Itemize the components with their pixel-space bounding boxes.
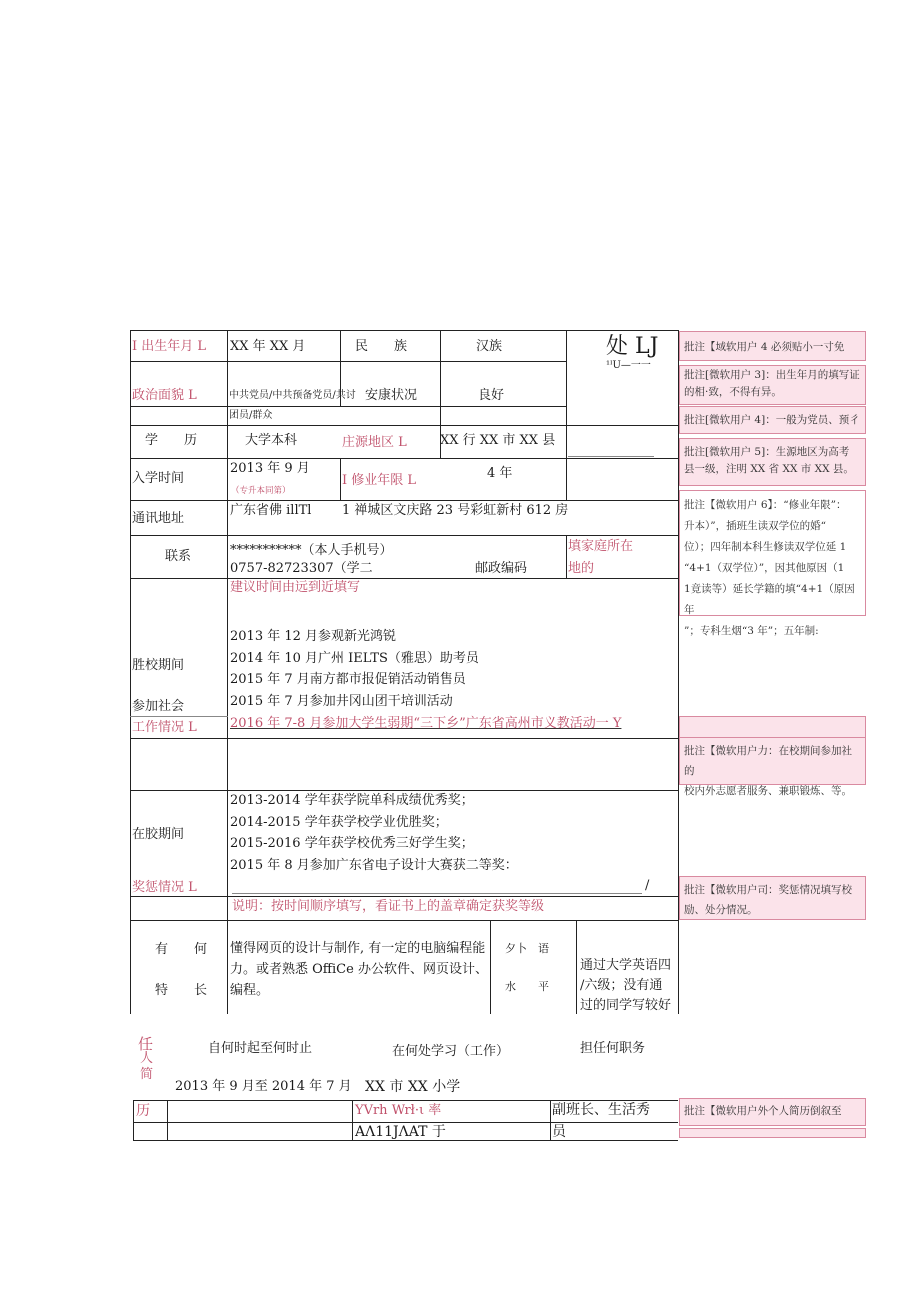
- resume-row-time: 2013 年 9 月至 2014 年 7 月: [175, 1079, 352, 1094]
- ethnicity-label: 民 族: [355, 339, 408, 354]
- enroll-value: 2013 年 9 月: [230, 461, 310, 476]
- comment-balloon[interactable]: [679, 1098, 866, 1126]
- comment-balloon-empty[interactable]: [679, 716, 866, 738]
- social-label-3: 工作情况 L: [132, 720, 197, 735]
- social-item: 2014 年 10 月广州 IELTS（雅思）助考员: [230, 651, 479, 666]
- enroll-label: 入学时间: [132, 471, 185, 486]
- lang-label-1: 夕卜 语: [505, 942, 549, 955]
- enroll-note: （专升本同第）: [231, 486, 291, 496]
- comment-balloon[interactable]: [679, 490, 866, 637]
- address-value-1: 广东省佛 illTl: [230, 503, 312, 518]
- resume-side-1: 任: [138, 1035, 154, 1053]
- politics-label: 政治面貌 L: [132, 388, 197, 403]
- resume-col-place: 在何处学习（工作）: [392, 1044, 510, 1059]
- resume-place-b2: AΛ11JΛAT 于: [355, 1124, 446, 1140]
- comment-text: 批注【域软用户 4 必须贴小一寸免: [684, 341, 845, 353]
- social-item: 2015 年 7 月南方都市报促销活动销售员: [230, 672, 466, 687]
- skills-label-2: 特 长: [155, 983, 208, 998]
- resume-row-place: XX 市 XX 小学: [365, 1079, 461, 1095]
- postal-label: 邮政编码: [475, 561, 528, 576]
- skills-text-1: 懂得网页的设计与制作, 有一定的电脑编程能: [230, 941, 486, 956]
- social-label-1: 胜校期间: [132, 658, 185, 673]
- comment-text: 校内外志愿者服务、兼职锻炼、等。: [684, 785, 852, 797]
- comment-balloon[interactable]: [679, 365, 866, 405]
- health-value: 良好: [478, 388, 505, 403]
- awards-note: 说明：按时间顺序填写，看证书上的盖章确定获奖等级: [232, 899, 545, 914]
- lang-label-2: 水 平: [505, 980, 549, 993]
- lang-text-3: 过的同学写较好: [580, 998, 672, 1013]
- comment-text: 批注[微软用户 5]：生源地区为高考: [684, 446, 850, 458]
- social-item-last-b: “三下乡”广东省高州市义教活动一 Y: [413, 716, 622, 731]
- politics-value-2: 团员/群众: [229, 410, 273, 421]
- politics-value-1: 中共党员/中共预备党员/共讨: [229, 390, 356, 401]
- comment-balloon-empty[interactable]: [679, 1128, 866, 1138]
- comment-balloon[interactable]: [679, 406, 866, 434]
- lang-text-2: /六级；没有通: [580, 978, 663, 993]
- comment-text: 升本）”，插班生读双学位的婚“: [684, 520, 826, 532]
- social-item-last-a: 2016 年 7-8 月参加大学生弱期: [230, 716, 414, 731]
- comment-text: 批注[微软用户 4]：一般为党员、预彳: [684, 414, 860, 426]
- comment-text: 批注[微软用户 3]：出生年月的填写证: [684, 369, 860, 381]
- comment-text: 县一级，注明 XX 省 XX 市 XX 县。: [684, 463, 854, 475]
- social-label-2: 参加社会: [132, 699, 185, 714]
- resume-side-4: 历: [136, 1103, 150, 1119]
- years-label: I 修业年限 L: [342, 473, 417, 488]
- skills-text-3: 编程。: [230, 983, 270, 998]
- awards-label-1: 在胶期间: [132, 827, 185, 842]
- education-value: 大学本科: [245, 433, 298, 448]
- origin-value: XX 行 XX 市 XX 县: [440, 433, 556, 448]
- skills-label-1: 有 何: [155, 942, 208, 957]
- resume-role-2: 员: [552, 1124, 566, 1140]
- years-value: 4 年: [487, 466, 513, 481]
- contact-phone: ***********（本人手机号）: [230, 543, 393, 558]
- awards-label-2: 奖惩情况 L: [132, 880, 197, 895]
- comment-text: 的相·致，不得有异。: [684, 386, 782, 398]
- resume-side-3: 简: [140, 1067, 154, 1082]
- comment-text: 批注【微软用户外个人简历倒叙至: [684, 1105, 842, 1117]
- resume-col-time: 自何时起至何时止: [208, 1041, 313, 1056]
- address-label: 通讯地址: [132, 511, 185, 526]
- comment-text: 位）；四年制本科生修读双学位延 1: [684, 541, 847, 553]
- comment-balloon[interactable]: [679, 876, 866, 920]
- resume-role-1: 副班长、生活秀: [552, 1102, 650, 1118]
- resume-place-b1: YVrh Wrł·ι 率: [355, 1103, 442, 1118]
- birth-value: XX 年 XX 月: [230, 339, 306, 354]
- ethnicity-value: 汉族: [476, 339, 503, 354]
- contact-label: 联系: [165, 549, 192, 564]
- origin-label: 庄源地区 L: [342, 435, 407, 450]
- award-item: 2015-2016 学年获学校优秀三好学生奖；: [230, 836, 474, 851]
- comment-text: 批注【微软用户力：在校期间参加社的: [684, 745, 852, 777]
- photo-mark: 处 LJ: [606, 334, 659, 359]
- comment-text: 批注【微软用户 6】：“修业年限”：: [684, 499, 847, 511]
- award-item: 2014-2015 学年获学校学业优胜奖；: [230, 815, 448, 830]
- skills-text-2: 力。或者熟悉 OffiCe 办公软件、网页设计、: [230, 962, 488, 977]
- birth-label: I 出生年月 L: [132, 339, 207, 354]
- contact-tel: 0757-82723307（学二: [230, 561, 373, 576]
- fill-note-1: 填家庭所在: [568, 539, 634, 554]
- comment-balloon[interactable]: [679, 737, 866, 797]
- comment-text: “4+1（双学位）”，因其他原因（1: [684, 562, 845, 574]
- social-item: 2015 年 7 月参加井冈山团干培训活动: [230, 694, 453, 709]
- award-item: 2015 年 8 月参加广东省电子设计大赛获二等奖：: [230, 858, 518, 873]
- comment-balloon[interactable]: [679, 438, 866, 486]
- photo-sub: ¹ᴵU—一一: [606, 360, 651, 371]
- address-value-2: 1 禅城区文庆路 23 号彩虹新村 612 房: [342, 503, 569, 518]
- comment-text: ”；专科生烟“3 年”；五年制:: [684, 625, 819, 637]
- award-item: 2013-2014 学年获学院单科成绩优秀奖；: [230, 793, 474, 808]
- resume-side-2: 人: [140, 1051, 154, 1066]
- comment-text: 1竟读等）延长学籍的填“4+1（原因年: [684, 583, 855, 616]
- awards-slash: /: [645, 878, 650, 893]
- comment-text: 批注【微软用户司：奖惩情况填写校: [684, 884, 852, 896]
- comment-text: 励、处分情况。: [684, 904, 758, 916]
- social-item: 2013 年 12 月参观新光鸿锐: [230, 629, 397, 644]
- comment-balloon[interactable]: [679, 331, 866, 361]
- resume-col-role: 担任何职务: [580, 1041, 646, 1056]
- social-hint: 建议时间由远到近填写: [230, 580, 361, 595]
- education-label: 学 历: [145, 433, 198, 448]
- fill-note-2: 地的: [568, 561, 595, 576]
- health-label: 安康状况: [365, 388, 418, 403]
- lang-text-1: 通过大学英语四: [580, 958, 672, 973]
